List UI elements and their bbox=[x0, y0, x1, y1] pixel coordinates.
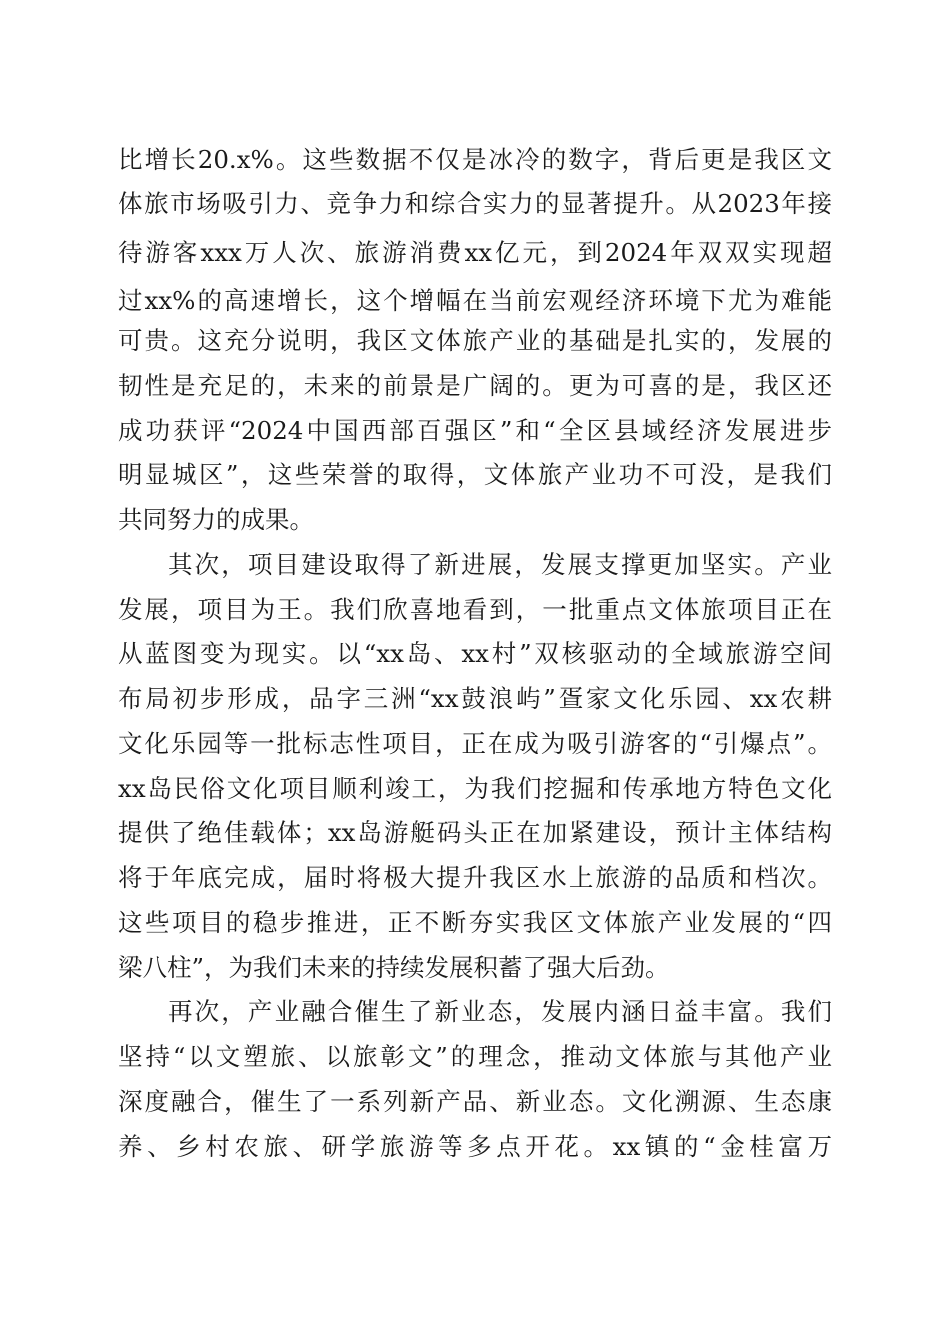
text-line: 比增长20.x%。这些数据不仅是冰冷的数字，背后更是我区文 bbox=[118, 145, 832, 174]
text-line: 共同努力的成果。 bbox=[118, 505, 314, 534]
text-line: 将于年底完成，届时将极大提升我区水上旅游的品质和档次。 bbox=[118, 863, 832, 892]
text-line: 韧性是充足的，未来的前景是广阔的。更为可喜的是，我区还 bbox=[118, 371, 832, 400]
text-line: 可贵。这充分说明，我区文体旅产业的基础是扎实的，发展的 bbox=[118, 326, 832, 355]
text-line: 养、乡村农旅、研学旅游等多点开花。xx镇的“金桂富万 bbox=[118, 1132, 832, 1161]
paragraph-first-line: 其次，项目建设取得了新进展，发展支撑更加坚实。产业 bbox=[168, 550, 832, 579]
text-line: xx岛民俗文化项目顺利竣工，为我们挖掘和传承地方特色文化 bbox=[118, 774, 832, 803]
text-line: 待游客xxx万人次、旅游消费xx亿元，到2024年双双实现超 bbox=[118, 238, 832, 267]
text-line: 从蓝图变为现实。以“xx岛、xx村”双核驱动的全域旅游空间 bbox=[118, 639, 832, 668]
text-line: 过xx%的高速增长，这个增幅在当前宏观经济环境下尤为难能 bbox=[118, 286, 832, 315]
paragraph-first-line: 再次，产业融合催生了新业态，发展内涵日益丰富。我们 bbox=[168, 997, 832, 1026]
text-line: 布局初步形成，品字三洲“xx鼓浪屿”疍家文化乐园、xx农耕 bbox=[118, 684, 832, 713]
text-line: 深度融合，催生了一系列新产品、新业态。文化溯源、生态康 bbox=[118, 1087, 832, 1116]
text-line: 发展，项目为王。我们欣喜地看到，一批重点文体旅项目正在 bbox=[118, 595, 832, 624]
text-line: 提供了绝佳载体；xx岛游艇码头正在加紧建设，预计主体结构 bbox=[118, 818, 832, 847]
text-line: 明显城区”，这些荣誉的取得，文体旅产业功不可没，是我们 bbox=[118, 460, 832, 489]
text-line: 成功获评“2024中国西部百强区”和“全区县域经济发展进步 bbox=[118, 416, 832, 445]
text-line: 体旅市场吸引力、竞争力和综合实力的显著提升。从2023年接 bbox=[118, 189, 832, 218]
text-line: 这些项目的稳步推进，正不断夯实我区文体旅产业发展的“四 bbox=[118, 908, 832, 937]
text-line: 文化乐园等一批标志性项目，正在成为吸引游客的“引爆点”。 bbox=[118, 729, 832, 758]
text-line: 坚持“以文塑旅、以旅彰文”的理念，推动文体旅与其他产业 bbox=[118, 1042, 832, 1071]
text-line: 梁八柱”，为我们未来的持续发展积蓄了强大后劲。 bbox=[118, 953, 670, 982]
